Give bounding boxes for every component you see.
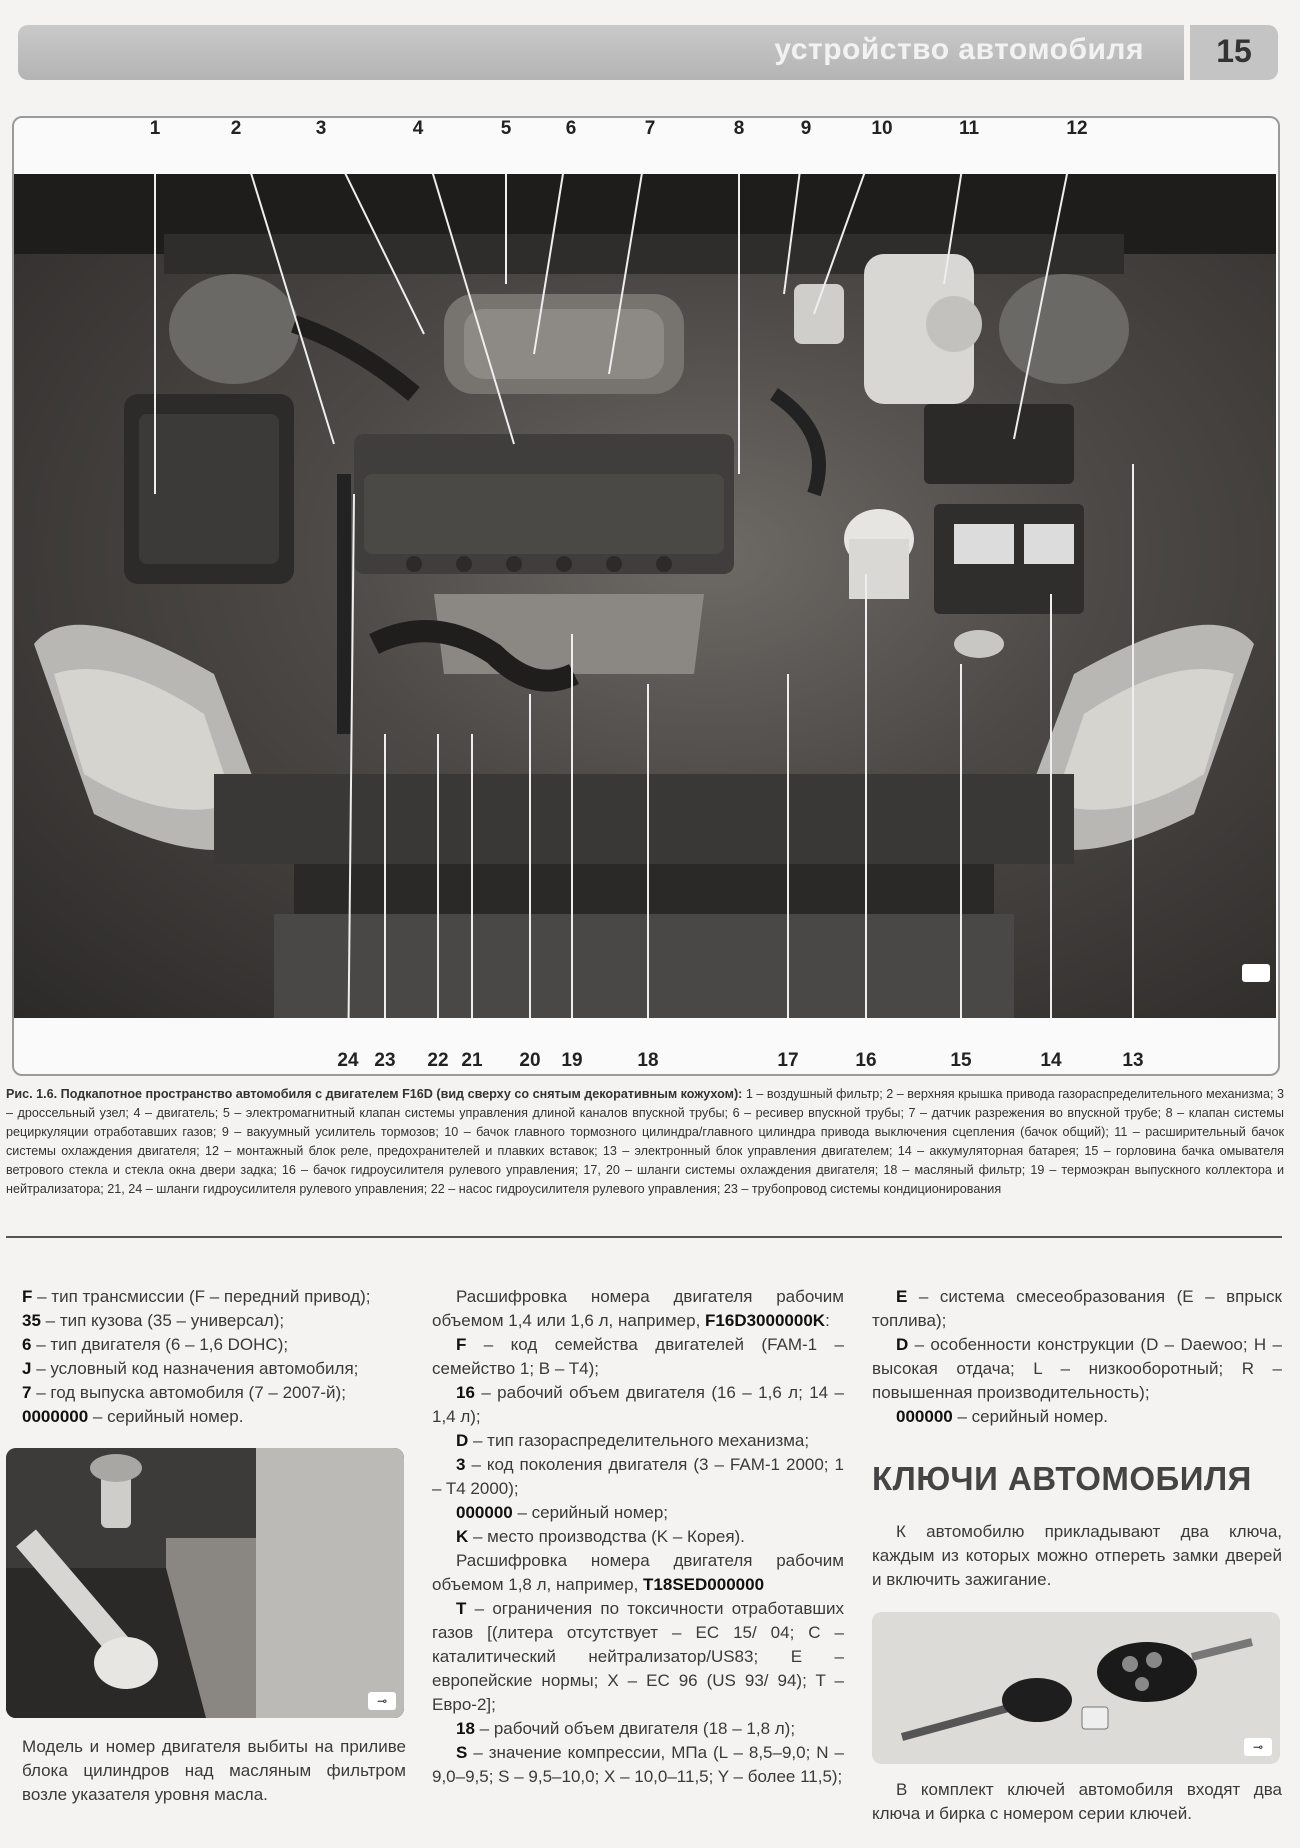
- engine-photo-caption: Модель и номер двигателя выбиты на приливе блока цилиндров над масляным фильтром возле указателя уровня масла.: [22, 1737, 406, 1804]
- list-item: 000000 – серийный номер.: [896, 1407, 1109, 1426]
- callout-22: 22: [427, 1050, 449, 1071]
- callout-10: 10: [871, 118, 893, 139]
- engine-code-example: F16D3000000K: [705, 1311, 826, 1330]
- list-item: 7 – год выпуска автомобиля (7 – 2007-й);: [22, 1383, 346, 1402]
- engine-code-example-2: T18SED000000: [643, 1575, 765, 1594]
- callout-1: 1: [149, 118, 161, 139]
- callout-8: 8: [733, 118, 745, 139]
- caption-text: 1 – воздушный фильтр; 2 – верхняя крышка привода газораспределительного механизма; 3 – дроссельный узел; 4 – двигатель; 5 – электромагнитный клапан системы управления длиной каналов впускной трубы; 6 – ресивер впускной трубы; 7 – датчик разрежения во впускной трубе; 8 – клапан системы рециркуляции отработавших газов; 9 – вакуумный усилитель тормозов; 10 – бачок главного тормозного цилиндра/главного цилиндра привода выключения сцепления (бачок общий); 11 – расширительный бачок системы охлаждения двигателя; 12 – монтажный блок реле, предохранителей и плавких вставок; 13 – электронный блок управления двигателем; 14 – аккумуляторная батарея; 15 – горловина бачка омывателя ветрового стекла и стекла окна двери задка; 16 – бачок гидроусилителя рулевого управления; 17, 20 – шланги системы охлаждения двигателя; 18 – масляный фильтр; 19 – термоэкран выпускного коллектора и нейтрализатора; 21, 24 – шланги гидроусилителя рулевого управления; 22 – насос гидроусилителя рулевого управления; 23 – трубопровод системы кондиционирования: [6, 1087, 1284, 1196]
- column-3: [872, 1285, 1282, 1429]
- page-number: 15: [1216, 33, 1252, 69]
- list-item: D – особенности конструкции (D – Daewoo; H – высокая отдача; L – низкооборотный; R – повышенная производительность);: [872, 1335, 1282, 1402]
- section-title: устройство автомобиля: [774, 33, 1144, 66]
- list-item: J – условный код назначения автомобиля;: [22, 1359, 359, 1378]
- engine-number-illustration: [6, 1448, 404, 1718]
- callout-21: 21: [461, 1050, 483, 1071]
- engine-decode-intro-2: Расшифровка номера двигателя рабочим объемом 1,8 л, например,: [432, 1551, 844, 1594]
- photo-badge-icon: ⊸: [1244, 1738, 1272, 1756]
- list-item: D – тип газораспределительного механизма;: [456, 1431, 810, 1450]
- callout-20: 20: [519, 1050, 541, 1071]
- keys-section-text: К автомобилю прикладывают два ключа, каждым из которых можно отпереть замки дверей и включить зажигание.: [872, 1522, 1282, 1589]
- engine-bay-illustration: [14, 174, 1276, 1018]
- callout-4: 4: [412, 118, 424, 139]
- callout-9: 9: [800, 118, 812, 139]
- list-item: K – место производства (K – Корея).: [456, 1527, 745, 1546]
- list-item: T – ограничения по токсичности отработавших газов [(литера отсутствует – EC 15/ 04; C – каталитический нейтрализатор/US83; E – европейские нормы; X – EC 96 (US 93/ 94); T – Евро-2];: [432, 1599, 844, 1714]
- callout-7: 7: [644, 118, 656, 139]
- callout-14: 14: [1040, 1050, 1062, 1071]
- car-keys-illustration: [872, 1612, 1280, 1764]
- list-item: 16 – рабочий объем двигателя (16 – 1,6 л; 14 – 1,4 л);: [432, 1383, 844, 1426]
- keys-section-title: КЛЮЧИ АВТОМОБИЛЯ: [872, 1460, 1252, 1497]
- callout-2: 2: [230, 118, 242, 139]
- page-number-box: [1190, 25, 1278, 80]
- list-item: 35 – тип кузова (35 – универсал);: [22, 1311, 285, 1330]
- callout-17: 17: [777, 1050, 799, 1071]
- callout-18: 18: [637, 1050, 659, 1071]
- list-item: E – система смесеобразования (E – впрыск топлива);: [872, 1287, 1282, 1330]
- callout-23: 23: [374, 1050, 396, 1071]
- list-item: S – значение компрессии, МПа (L – 8,5–9,0; N – 9,0–9,5; S – 9,5–10,0; X – 10,0–11,5; Y – более 11,5);: [432, 1743, 844, 1786]
- callout-13: 13: [1122, 1050, 1144, 1071]
- callout-15: 15: [950, 1050, 972, 1071]
- callout-11: 11: [958, 118, 980, 139]
- photo-badge-icon: ⊸: [368, 1692, 396, 1710]
- keys-photo-caption: В комплект ключей автомобиля входят два ключа и бирка с номером серии ключей.: [872, 1780, 1282, 1823]
- list-item: 0000000 – серийный номер.: [22, 1407, 244, 1426]
- list-item: 6 – тип двигателя (6 – 1,6 DOHC);: [22, 1335, 289, 1354]
- column-1: [22, 1285, 392, 1429]
- divider: [6, 1236, 1282, 1238]
- callout-19: 19: [561, 1050, 583, 1071]
- callout-24: 24: [337, 1050, 359, 1071]
- callout-5: 5: [500, 118, 512, 139]
- engine-number-photo: [6, 1448, 404, 1718]
- figure-caption: [6, 1085, 1284, 1199]
- caption-lead: Рис. 1.6. Подкапотное пространство автомобиля с двигателем F16D (вид сверху со снятым декоративным кожухом):: [6, 1087, 743, 1101]
- list-item: 18 – рабочий объем двигателя (18 – 1,8 л);: [456, 1719, 796, 1738]
- engine-decode-intro: Расшифровка номера двигателя рабочим объемом 1,4 или 1,6 л, например,: [432, 1287, 844, 1330]
- list-item: 3 – код поколения двигателя (3 – FAM-1 2000; 1 – T4 2000);: [432, 1455, 844, 1498]
- callout-3: 3: [315, 118, 327, 139]
- list-item: 000000 – серийный номер;: [456, 1503, 669, 1522]
- callout-12: 12: [1066, 118, 1088, 139]
- car-keys-photo: [872, 1612, 1280, 1764]
- page-header-bar: [18, 25, 1184, 80]
- list-item: F – код семейства двигателей (FAM-1 – семейство 1; B – T4);: [432, 1335, 844, 1378]
- column-2: Расшифровка номера двигателя рабочим объемом 1,4 или 1,6 л, например, F16D3000000K: F – код семейства двигателей (FAM-1 – семейство 1; B – T4); 16 – рабочий объем двигателя (16 – 1,6 л; 14 – 1,4 л); D – тип газораспределительного механизма; 3 – код поколения двигателя (3 – FAM-1 2000; 1 – T4 2000); 000000 – серийный номер; K – место производства (K – Корея). Расшифровка номера двигателя рабочим объемом 1,8 л, например, T18SED000000 T – ограничения по токсичности отработавших газов [(литера отсутствует – EC 15/ 04; C – каталитический нейтрализатор/US83; E – европейские нормы; X – EC 96 (US 93/ 94); T – Евро-2]; 18 – рабочий объем двигателя (18 – 1,8 л); S – значение компрессии, МПа (L – 8,5–9,0; N – 9,0–9,5; S – 9,5–10,0; X – 10,0–11,5; Y – более 11,5);: [432, 1285, 844, 1789]
- callout-16: 16: [855, 1050, 877, 1071]
- engine-bay-photo: [14, 174, 1276, 1018]
- callout-6: 6: [565, 118, 577, 139]
- list-item: F – тип трансмиссии (F – передний привод);: [22, 1287, 371, 1306]
